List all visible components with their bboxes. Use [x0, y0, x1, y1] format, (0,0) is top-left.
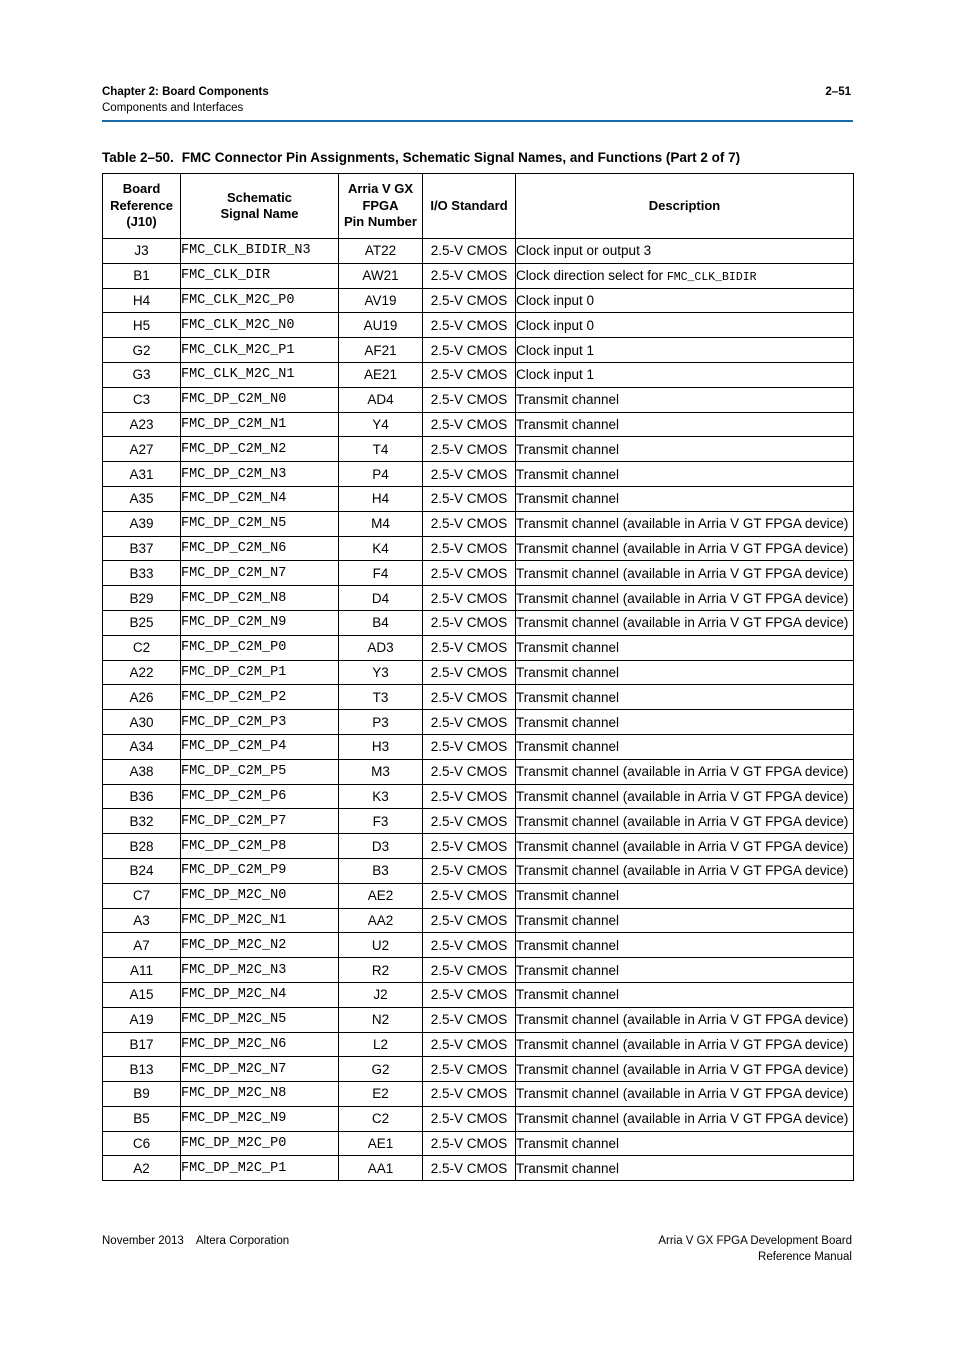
cell-signal-name: FMC_DP_M2C_N3 — [181, 958, 339, 983]
cell-io-standard: 2.5-V CMOS — [423, 1007, 516, 1032]
table-row — [103, 710, 854, 735]
cell-description: Transmit channel (available in Arria V GT FPGA device) — [516, 858, 854, 883]
footer-left — [102, 1233, 289, 1249]
cell-pin-number: B4 — [339, 610, 423, 635]
cell-board-reference: A7 — [103, 933, 181, 958]
footer-date: November 2013 — [102, 1235, 184, 1247]
cell-description: Transmit channel — [516, 685, 854, 710]
cell-board-reference: A26 — [103, 685, 181, 710]
cell-board-reference: A27 — [103, 437, 181, 462]
cell-board-reference: A35 — [103, 486, 181, 511]
cell-description: Transmit channel (available in Arria V GT FPGA device) — [516, 536, 854, 561]
table-row — [103, 685, 854, 710]
cell-io-standard: 2.5-V CMOS — [423, 710, 516, 735]
cell-board-reference: B36 — [103, 784, 181, 809]
cell-description: Transmit channel — [516, 412, 854, 437]
cell-pin-number: D3 — [339, 834, 423, 859]
cell-pin-number: AE1 — [339, 1131, 423, 1156]
cell-board-reference: A15 — [103, 982, 181, 1007]
cell-signal-name: FMC_CLK_BIDIR_N3 — [181, 239, 339, 264]
cell-board-reference: A22 — [103, 660, 181, 685]
cell-description: Transmit channel — [516, 933, 854, 958]
table-row — [103, 784, 854, 809]
cell-io-standard: 2.5-V CMOS — [423, 437, 516, 462]
cell-pin-number: B3 — [339, 858, 423, 883]
cell-description: Transmit channel — [516, 387, 854, 412]
cell-description: Transmit channel — [516, 710, 854, 735]
table-row — [103, 1032, 854, 1057]
cell-pin-number: AD4 — [339, 387, 423, 412]
cell-board-reference: B29 — [103, 586, 181, 611]
cell-description: Transmit channel (available in Arria V GT FPGA device) — [516, 834, 854, 859]
cell-signal-name: FMC_DP_C2M_P8 — [181, 834, 339, 859]
cell-signal-name: FMC_CLK_M2C_N1 — [181, 362, 339, 387]
table-row — [103, 610, 854, 635]
table-row — [103, 338, 854, 363]
cell-io-standard: 2.5-V CMOS — [423, 635, 516, 660]
cell-description: Transmit channel — [516, 437, 854, 462]
cell-description: Transmit channel — [516, 486, 854, 511]
cell-pin-number: M4 — [339, 511, 423, 536]
cell-io-standard: 2.5-V CMOS — [423, 362, 516, 387]
cell-signal-name: FMC_DP_C2M_P1 — [181, 660, 339, 685]
cell-io-standard: 2.5-V CMOS — [423, 784, 516, 809]
table-row — [103, 462, 854, 487]
cell-pin-number: AU19 — [339, 313, 423, 338]
cell-description: Clock input 1 — [516, 362, 854, 387]
cell-description: Transmit channel — [516, 660, 854, 685]
cell-io-standard: 2.5-V CMOS — [423, 263, 516, 288]
table-row — [103, 1131, 854, 1156]
cell-description: Transmit channel (available in Arria V GT FPGA device) — [516, 1007, 854, 1032]
cell-pin-number: T4 — [339, 437, 423, 462]
cell-signal-name: FMC_DP_C2M_N0 — [181, 387, 339, 412]
cell-pin-number: U2 — [339, 933, 423, 958]
cell-description: Transmit channel — [516, 635, 854, 660]
cell-pin-number: AV19 — [339, 288, 423, 313]
cell-io-standard: 2.5-V CMOS — [423, 586, 516, 611]
cell-board-reference: A19 — [103, 1007, 181, 1032]
table-row — [103, 486, 854, 511]
cell-pin-number: C2 — [339, 1106, 423, 1131]
cell-description: Clock input 0 — [516, 288, 854, 313]
cell-description: Transmit channel — [516, 982, 854, 1007]
cell-board-reference: B32 — [103, 809, 181, 834]
header-rule — [102, 120, 853, 122]
table-row — [103, 586, 854, 611]
cell-pin-number: AF21 — [339, 338, 423, 363]
cell-board-reference: H4 — [103, 288, 181, 313]
cell-io-standard: 2.5-V CMOS — [423, 1131, 516, 1156]
cell-io-standard: 2.5-V CMOS — [423, 1106, 516, 1131]
cell-signal-name: FMC_DP_C2M_P2 — [181, 685, 339, 710]
cell-signal-name: FMC_DP_C2M_N7 — [181, 561, 339, 586]
table-row — [103, 1082, 854, 1107]
cell-signal-name: FMC_DP_C2M_P5 — [181, 759, 339, 784]
cell-pin-number: H3 — [339, 734, 423, 759]
description-signal-ref: FMC_CLK_BIDIR — [666, 270, 757, 284]
cell-pin-number: H4 — [339, 486, 423, 511]
cell-description: Clock input 0 — [516, 313, 854, 338]
cell-pin-number: P3 — [339, 710, 423, 735]
cell-io-standard: 2.5-V CMOS — [423, 734, 516, 759]
table-row — [103, 511, 854, 536]
header-io-standard: I/O Standard — [423, 174, 516, 239]
cell-board-reference: B25 — [103, 610, 181, 635]
cell-pin-number: AT22 — [339, 239, 423, 264]
cell-board-reference: C2 — [103, 635, 181, 660]
cell-description: Transmit channel (available in Arria V GT FPGA device) — [516, 586, 854, 611]
cell-signal-name: FMC_DP_C2M_P0 — [181, 635, 339, 660]
page-number: 2–51 — [825, 86, 851, 98]
cell-description: Transmit channel — [516, 462, 854, 487]
cell-signal-name: FMC_DP_M2C_N6 — [181, 1032, 339, 1057]
cell-signal-name: FMC_DP_C2M_N6 — [181, 536, 339, 561]
cell-signal-name: FMC_DP_C2M_P3 — [181, 710, 339, 735]
cell-pin-number: K3 — [339, 784, 423, 809]
cell-description: Transmit channel (available in Arria V GT FPGA device) — [516, 1082, 854, 1107]
cell-board-reference: A30 — [103, 710, 181, 735]
cell-pin-number: E2 — [339, 1082, 423, 1107]
table-row — [103, 239, 854, 264]
cell-board-reference: C6 — [103, 1131, 181, 1156]
chapter-title: Chapter 2: Board Components — [102, 86, 269, 98]
table-row — [103, 1106, 854, 1131]
cell-board-reference: A11 — [103, 958, 181, 983]
cell-io-standard: 2.5-V CMOS — [423, 412, 516, 437]
table-row — [103, 908, 854, 933]
cell-io-standard: 2.5-V CMOS — [423, 387, 516, 412]
section-title: Components and Interfaces — [102, 102, 244, 114]
cell-board-reference: H5 — [103, 313, 181, 338]
cell-board-reference: B1 — [103, 263, 181, 288]
table-body — [103, 239, 854, 1181]
cell-description: Transmit channel — [516, 734, 854, 759]
table-row — [103, 288, 854, 313]
cell-pin-number: R2 — [339, 958, 423, 983]
cell-pin-number: P4 — [339, 462, 423, 487]
header-pin-number: Arria V GX FPGA Pin Number — [339, 174, 423, 239]
cell-board-reference: B13 — [103, 1057, 181, 1082]
header-description: Description — [516, 174, 854, 239]
cell-pin-number: AE2 — [339, 883, 423, 908]
cell-io-standard: 2.5-V CMOS — [423, 660, 516, 685]
cell-io-standard: 2.5-V CMOS — [423, 1057, 516, 1082]
cell-board-reference: G2 — [103, 338, 181, 363]
cell-pin-number: AA1 — [339, 1156, 423, 1181]
cell-pin-number: L2 — [339, 1032, 423, 1057]
cell-signal-name: FMC_DP_M2C_N0 — [181, 883, 339, 908]
cell-description: Transmit channel — [516, 908, 854, 933]
cell-signal-name: FMC_DP_M2C_N2 — [181, 933, 339, 958]
cell-io-standard: 2.5-V CMOS — [423, 933, 516, 958]
table-row — [103, 858, 854, 883]
cell-io-standard: 2.5-V CMOS — [423, 561, 516, 586]
cell-board-reference: J3 — [103, 239, 181, 264]
cell-pin-number: AE21 — [339, 362, 423, 387]
cell-signal-name: FMC_DP_C2M_P6 — [181, 784, 339, 809]
cell-io-standard: 2.5-V CMOS — [423, 685, 516, 710]
header-board-reference: Board Reference (J10) — [103, 174, 181, 239]
cell-board-reference: G3 — [103, 362, 181, 387]
cell-signal-name: FMC_DP_M2C_P0 — [181, 1131, 339, 1156]
cell-pin-number: F4 — [339, 561, 423, 586]
table-caption — [102, 150, 740, 165]
cell-description: Transmit channel (available in Arria V GT FPGA device) — [516, 1106, 854, 1131]
cell-description: Transmit channel (available in Arria V GT FPGA device) — [516, 511, 854, 536]
cell-io-standard: 2.5-V CMOS — [423, 834, 516, 859]
cell-io-standard: 2.5-V CMOS — [423, 958, 516, 983]
cell-pin-number: AD3 — [339, 635, 423, 660]
table-row — [103, 313, 854, 338]
cell-pin-number: AW21 — [339, 263, 423, 288]
cell-signal-name: FMC_DP_C2M_N2 — [181, 437, 339, 462]
cell-io-standard: 2.5-V CMOS — [423, 1082, 516, 1107]
table-row — [103, 1007, 854, 1032]
cell-pin-number: D4 — [339, 586, 423, 611]
cell-signal-name: FMC_DP_C2M_N3 — [181, 462, 339, 487]
header-signal-name: Schematic Signal Name — [181, 174, 339, 239]
cell-signal-name: FMC_DP_C2M_P9 — [181, 858, 339, 883]
cell-pin-number: Y4 — [339, 412, 423, 437]
table-row — [103, 933, 854, 958]
cell-signal-name: FMC_DP_M2C_N1 — [181, 908, 339, 933]
cell-pin-number: J2 — [339, 982, 423, 1007]
table-row — [103, 958, 854, 983]
table-row — [103, 982, 854, 1007]
cell-io-standard: 2.5-V CMOS — [423, 858, 516, 883]
cell-board-reference: A3 — [103, 908, 181, 933]
table-row — [103, 1156, 854, 1181]
cell-board-reference: A34 — [103, 734, 181, 759]
cell-signal-name: FMC_DP_M2C_N8 — [181, 1082, 339, 1107]
cell-signal-name: FMC_DP_M2C_N9 — [181, 1106, 339, 1131]
cell-description: Transmit channel — [516, 1131, 854, 1156]
cell-board-reference: B17 — [103, 1032, 181, 1057]
cell-board-reference: B28 — [103, 834, 181, 859]
cell-io-standard: 2.5-V CMOS — [423, 809, 516, 834]
table-caption-title: FMC Connector Pin Assignments, Schematic Signal Names, and Functions (Part 2 of 7) — [181, 150, 741, 165]
cell-description: Transmit channel — [516, 883, 854, 908]
cell-description: Transmit channel — [516, 1156, 854, 1181]
table-row — [103, 387, 854, 412]
table-row — [103, 536, 854, 561]
cell-io-standard: 2.5-V CMOS — [423, 759, 516, 784]
cell-description: Transmit channel (available in Arria V GT FPGA device) — [516, 1057, 854, 1082]
cell-io-standard: 2.5-V CMOS — [423, 239, 516, 264]
running-header — [102, 84, 269, 116]
cell-signal-name: FMC_DP_C2M_N9 — [181, 610, 339, 635]
table-row — [103, 734, 854, 759]
cell-board-reference: C7 — [103, 883, 181, 908]
cell-board-reference: B5 — [103, 1106, 181, 1131]
cell-description: Clock input 1 — [516, 338, 854, 363]
cell-pin-number: AA2 — [339, 908, 423, 933]
cell-board-reference: C3 — [103, 387, 181, 412]
cell-board-reference: B33 — [103, 561, 181, 586]
cell-description: Transmit channel (available in Arria V GT FPGA device) — [516, 1032, 854, 1057]
cell-io-standard: 2.5-V CMOS — [423, 338, 516, 363]
cell-signal-name: FMC_DP_M2C_N7 — [181, 1057, 339, 1082]
cell-pin-number: N2 — [339, 1007, 423, 1032]
cell-signal-name: FMC_DP_M2C_N5 — [181, 1007, 339, 1032]
cell-description: Clock input or output 3 — [516, 239, 854, 264]
cell-signal-name: FMC_DP_M2C_N4 — [181, 982, 339, 1007]
cell-io-standard: 2.5-V CMOS — [423, 462, 516, 487]
cell-io-standard: 2.5-V CMOS — [423, 288, 516, 313]
table-row — [103, 635, 854, 660]
cell-signal-name: FMC_DP_C2M_P7 — [181, 809, 339, 834]
cell-io-standard: 2.5-V CMOS — [423, 883, 516, 908]
cell-io-standard: 2.5-V CMOS — [423, 1032, 516, 1057]
cell-pin-number: T3 — [339, 685, 423, 710]
cell-board-reference: A23 — [103, 412, 181, 437]
cell-io-standard: 2.5-V CMOS — [423, 511, 516, 536]
cell-io-standard: 2.5-V CMOS — [423, 610, 516, 635]
cell-signal-name: FMC_DP_C2M_N4 — [181, 486, 339, 511]
footer-right — [658, 1233, 852, 1265]
cell-pin-number: G2 — [339, 1057, 423, 1082]
table-row — [103, 362, 854, 387]
cell-signal-name: FMC_DP_C2M_N8 — [181, 586, 339, 611]
pin-assignment-table — [102, 173, 854, 1181]
cell-board-reference: B24 — [103, 858, 181, 883]
cell-description: Transmit channel (available in Arria V GT FPGA device) — [516, 561, 854, 586]
cell-description: Transmit channel (available in Arria V GT FPGA device) — [516, 759, 854, 784]
table-row — [103, 561, 854, 586]
cell-board-reference: A31 — [103, 462, 181, 487]
cell-board-reference: A2 — [103, 1156, 181, 1181]
table-row — [103, 809, 854, 834]
table-header-row — [103, 174, 854, 239]
cell-signal-name: FMC_DP_C2M_P4 — [181, 734, 339, 759]
cell-io-standard: 2.5-V CMOS — [423, 313, 516, 338]
table-row — [103, 660, 854, 685]
table-row — [103, 437, 854, 462]
cell-board-reference: A39 — [103, 511, 181, 536]
cell-pin-number: K4 — [339, 536, 423, 561]
cell-description: Transmit channel (available in Arria V GT FPGA device) — [516, 784, 854, 809]
cell-description: Transmit channel — [516, 958, 854, 983]
cell-io-standard: 2.5-V CMOS — [423, 1156, 516, 1181]
footer-company: Altera Corporation — [195, 1235, 290, 1247]
cell-board-reference: B9 — [103, 1082, 181, 1107]
footer-doc-title: Arria V GX FPGA Development Board — [658, 1235, 852, 1247]
cell-io-standard: 2.5-V CMOS — [423, 908, 516, 933]
cell-io-standard: 2.5-V CMOS — [423, 536, 516, 561]
cell-board-reference: A38 — [103, 759, 181, 784]
cell-signal-name: FMC_CLK_DIR — [181, 263, 339, 288]
cell-signal-name: FMC_DP_C2M_N5 — [181, 511, 339, 536]
cell-signal-name: FMC_DP_M2C_P1 — [181, 1156, 339, 1181]
cell-io-standard: 2.5-V CMOS — [423, 982, 516, 1007]
cell-io-standard: 2.5-V CMOS — [423, 486, 516, 511]
table-row — [103, 883, 854, 908]
table-row — [103, 1057, 854, 1082]
cell-description: Transmit channel (available in Arria V GT FPGA device) — [516, 610, 854, 635]
table-row — [103, 263, 854, 288]
cell-description: Clock direction select for FMC_CLK_BIDIR — [516, 263, 854, 288]
cell-signal-name: FMC_DP_C2M_N1 — [181, 412, 339, 437]
cell-board-reference: B37 — [103, 536, 181, 561]
cell-pin-number: F3 — [339, 809, 423, 834]
cell-description: Transmit channel (available in Arria V GT FPGA device) — [516, 809, 854, 834]
table-row — [103, 412, 854, 437]
table-row — [103, 759, 854, 784]
cell-signal-name: FMC_CLK_M2C_P0 — [181, 288, 339, 313]
table-caption-label: Table 2–50. — [102, 150, 174, 165]
cell-signal-name: FMC_CLK_M2C_P1 — [181, 338, 339, 363]
cell-pin-number: M3 — [339, 759, 423, 784]
cell-pin-number: Y3 — [339, 660, 423, 685]
cell-signal-name: FMC_CLK_M2C_N0 — [181, 313, 339, 338]
table-row — [103, 834, 854, 859]
footer-doc-subtitle: Reference Manual — [758, 1251, 852, 1263]
